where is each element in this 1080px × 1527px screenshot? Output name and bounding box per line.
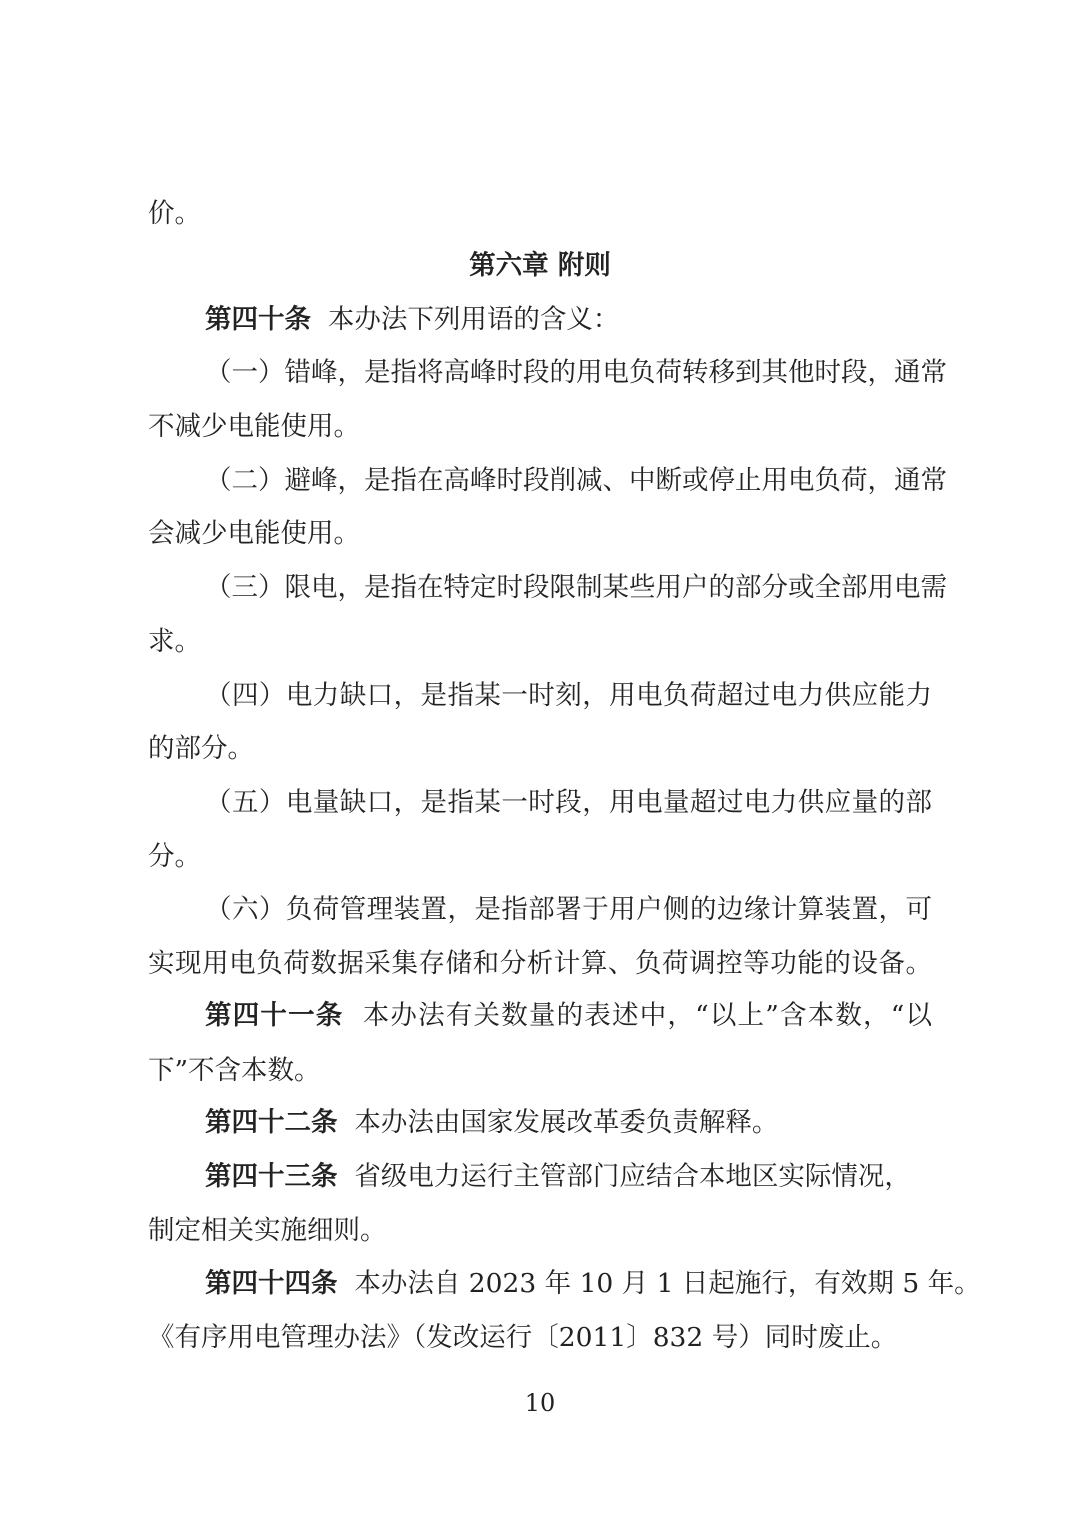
article-40-intro: 本办法下列用语的含义： [327, 304, 620, 335]
definition-5-line2: 分。 [148, 841, 201, 872]
article-42-text: 本办法由国家发展改革委负责解释。 [354, 1107, 779, 1138]
article-41-line1 [205, 999, 932, 1033]
definition-1-line2: 不减少电能使用。 [148, 411, 360, 442]
definition-4-line1: （四）电力缺口，是指某一时刻，用电负荷超过电力供应能力 [205, 680, 932, 711]
definition-6-line2: 实现用电负荷数据采集存储和分析计算、负荷调控等功能的设备。 [148, 948, 932, 979]
article-43-line1 [205, 1160, 911, 1194]
article-42-title: 第四十二条 [205, 1107, 338, 1138]
article-43-title: 第四十三条 [205, 1161, 338, 1192]
definition-3-line2: 求。 [148, 626, 201, 657]
article-44-line1 [205, 1267, 981, 1301]
article-44-text: 本办法自 2023 年 10 月 1 日起施行，有效期 5 年。 [354, 1268, 981, 1299]
article-43-text: 省级电力运行主管部门应结合本地区实际情况， [354, 1161, 911, 1192]
article-41-title: 第四十一条 [205, 1000, 344, 1031]
article-40-title: 第四十条 [205, 304, 311, 335]
page-number: 10 [524, 1389, 556, 1417]
definition-5-line1: （五）电量缺口，是指某一时段，用电量超过电力供应量的部 [205, 787, 932, 818]
chapter-title: 第六章 附则 [469, 250, 611, 281]
carryover-text: 价。 [148, 198, 201, 229]
definition-6-line1: （六）负荷管理装置，是指部署于用户侧的边缘计算装置，可 [205, 894, 932, 925]
article-41-line2: 下”不含本数。 [148, 1055, 321, 1086]
definition-2-line2: 会减少电能使用。 [148, 518, 360, 549]
article-41-text: 本办法有关数量的表述中，“以上”含本数，“以 [362, 1000, 932, 1031]
article-40-intro-line [205, 303, 619, 337]
article-43-line2: 制定相关实施细则。 [148, 1215, 387, 1246]
article-42-line1 [205, 1106, 778, 1140]
article-44-title: 第四十四条 [205, 1268, 338, 1299]
article-44-line2: 《有序用电管理办法》（发改运行〔2011〕832 号）同时废止。 [148, 1322, 898, 1353]
definition-3-line1: （三）限电，是指在特定时段限制某些用户的部分或全部用电需 [205, 572, 947, 603]
definition-4-line2: 的部分。 [148, 733, 254, 764]
definition-2-line1: （二）避峰，是指在高峰时段削减、中断或停止用电负荷，通常 [205, 465, 947, 496]
definition-1-line1: （一）错峰，是指将高峰时段的用电负荷转移到其他时段，通常 [205, 357, 947, 388]
